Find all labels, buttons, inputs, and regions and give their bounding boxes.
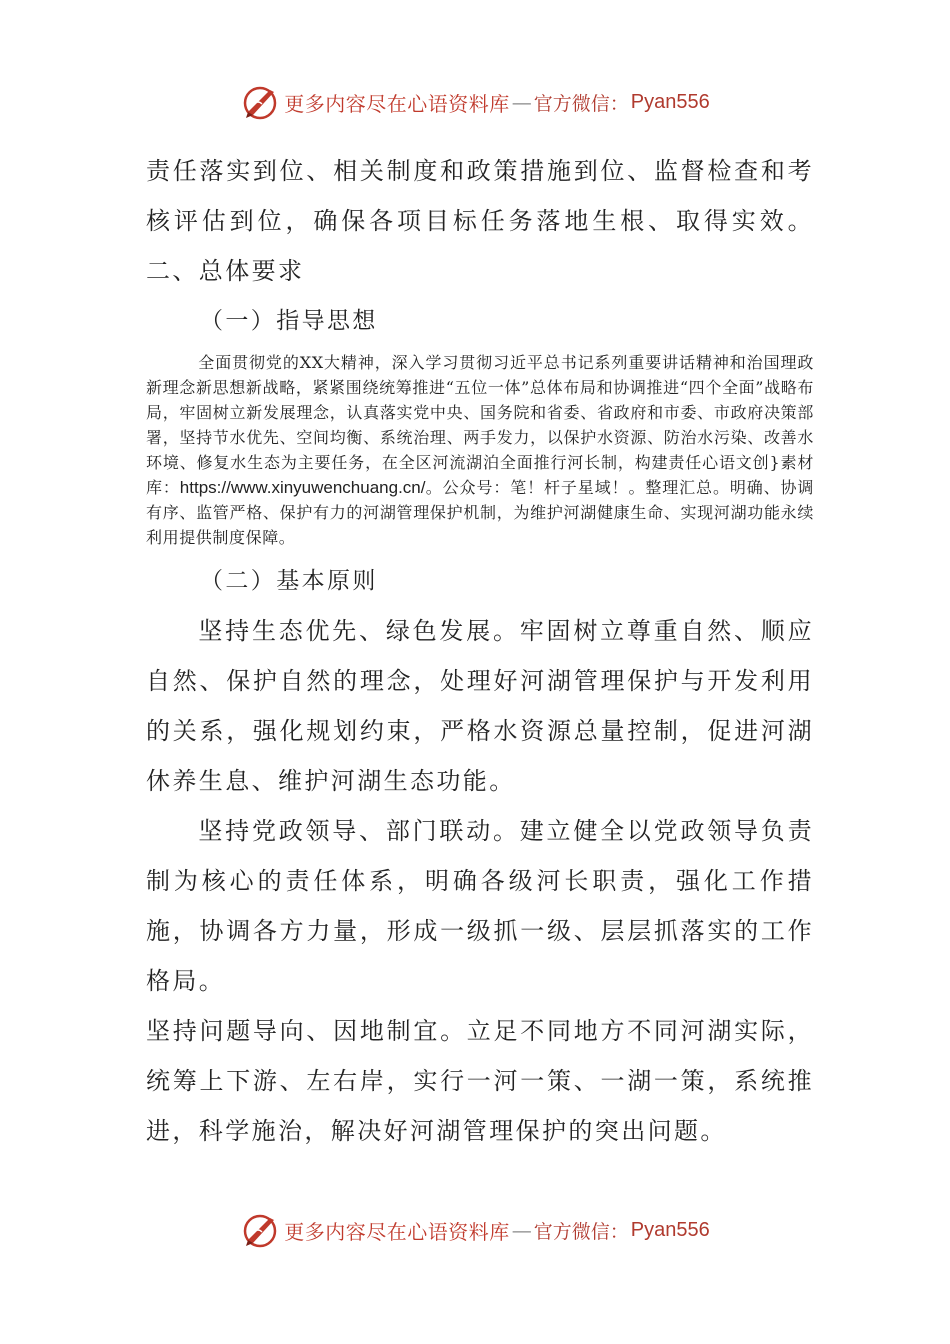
banner-wechat-id: Pyan556 (630, 1218, 710, 1241)
source-url-link[interactable]: https://www.xinyuwenchuang.cn/ (179, 478, 426, 497)
header-banner (0, 80, 950, 124)
banner-separator: — (511, 1218, 532, 1242)
paragraph-intro: 责任落实到位、相关制度和政策措施到位、监督检查和考核评估到位，确保各项目标任务落地生根、取得实效。二、总体要求 (146, 157, 814, 285)
paragraph-principle-leadership (146, 806, 814, 1006)
banner-wechat-label: 官方微信： (533, 1220, 629, 1243)
guiding-text-a: 全面贯彻党的XX大精神，深入学习贯彻习近平总书记系列重要讲话精神和治国理政新理念新思想新战略，紧紧围绕统筹推进“五位一体”总体布局和协调推进“四个全面”战略布局，牢固树立新发展理念，认真落实党中央、国务院和省委、省政府和市委、市政府决策部署，坚持节水优先、空间均衡、系统治理、两手发力，以保护水资源、防治水污染、改善水环境、修复水生态为主要任务，在全区河流湖泊全面推行河长制，构建责任心语文创}素材库： (146, 353, 814, 497)
principle-leadership-text: 坚持党政领导、部门联动。建立健全以党政领导负责制为核心的责任体系，明确各级河长职责，强化工作措施，协调各方力量，形成一级抓一级、层层抓落实的工作格局。 (146, 817, 814, 995)
banner-text: 更多内容尽在心语资料库 (284, 1219, 510, 1244)
document-body (146, 146, 814, 1156)
guiding-text-b: 。公众号：笔！杆子星域！。整理汇总。明确、协调有序、监管严格、保护有力的河湖管理保护机制，为维护河湖健康生命、实现河湖功能永续利用提供制度保障。 (146, 478, 814, 547)
banner-text: 更多内容尽在心语资料库 (284, 91, 510, 116)
pen-circle-logo-icon (240, 1210, 280, 1250)
paragraph-guiding-ideology (146, 350, 814, 550)
pen-circle-logo-icon (240, 82, 280, 122)
paragraph-principle-problem: 坚持问题导向、因地制宜。立足不同地方不同河湖实际，统筹上下游、左右岸，实行一河一策、一湖一策，系统推进，科学施治，解决好河湖管理保护的突出问题。 (146, 1017, 814, 1145)
banner-wechat-id: Pyan556 (630, 90, 710, 113)
section-heading-basic-principles: （二）基本原则 (200, 568, 378, 594)
footer-banner (0, 1208, 950, 1252)
banner-wechat-label: 官方微信： (533, 92, 629, 115)
paragraph-principle-ecology (146, 606, 814, 806)
principle-ecology-text: 坚持生态优先、绿色发展。牢固树立尊重自然、顺应自然、保护自然的理念，处理好河湖管理保护与开发利用的关系，强化规划约束，严格水资源总量控制，促进河湖休养生息、维护河湖生态功能。 (146, 617, 814, 795)
banner-separator: — (511, 90, 532, 114)
section-heading-guiding-ideology: （一）指导思想 (200, 308, 378, 334)
